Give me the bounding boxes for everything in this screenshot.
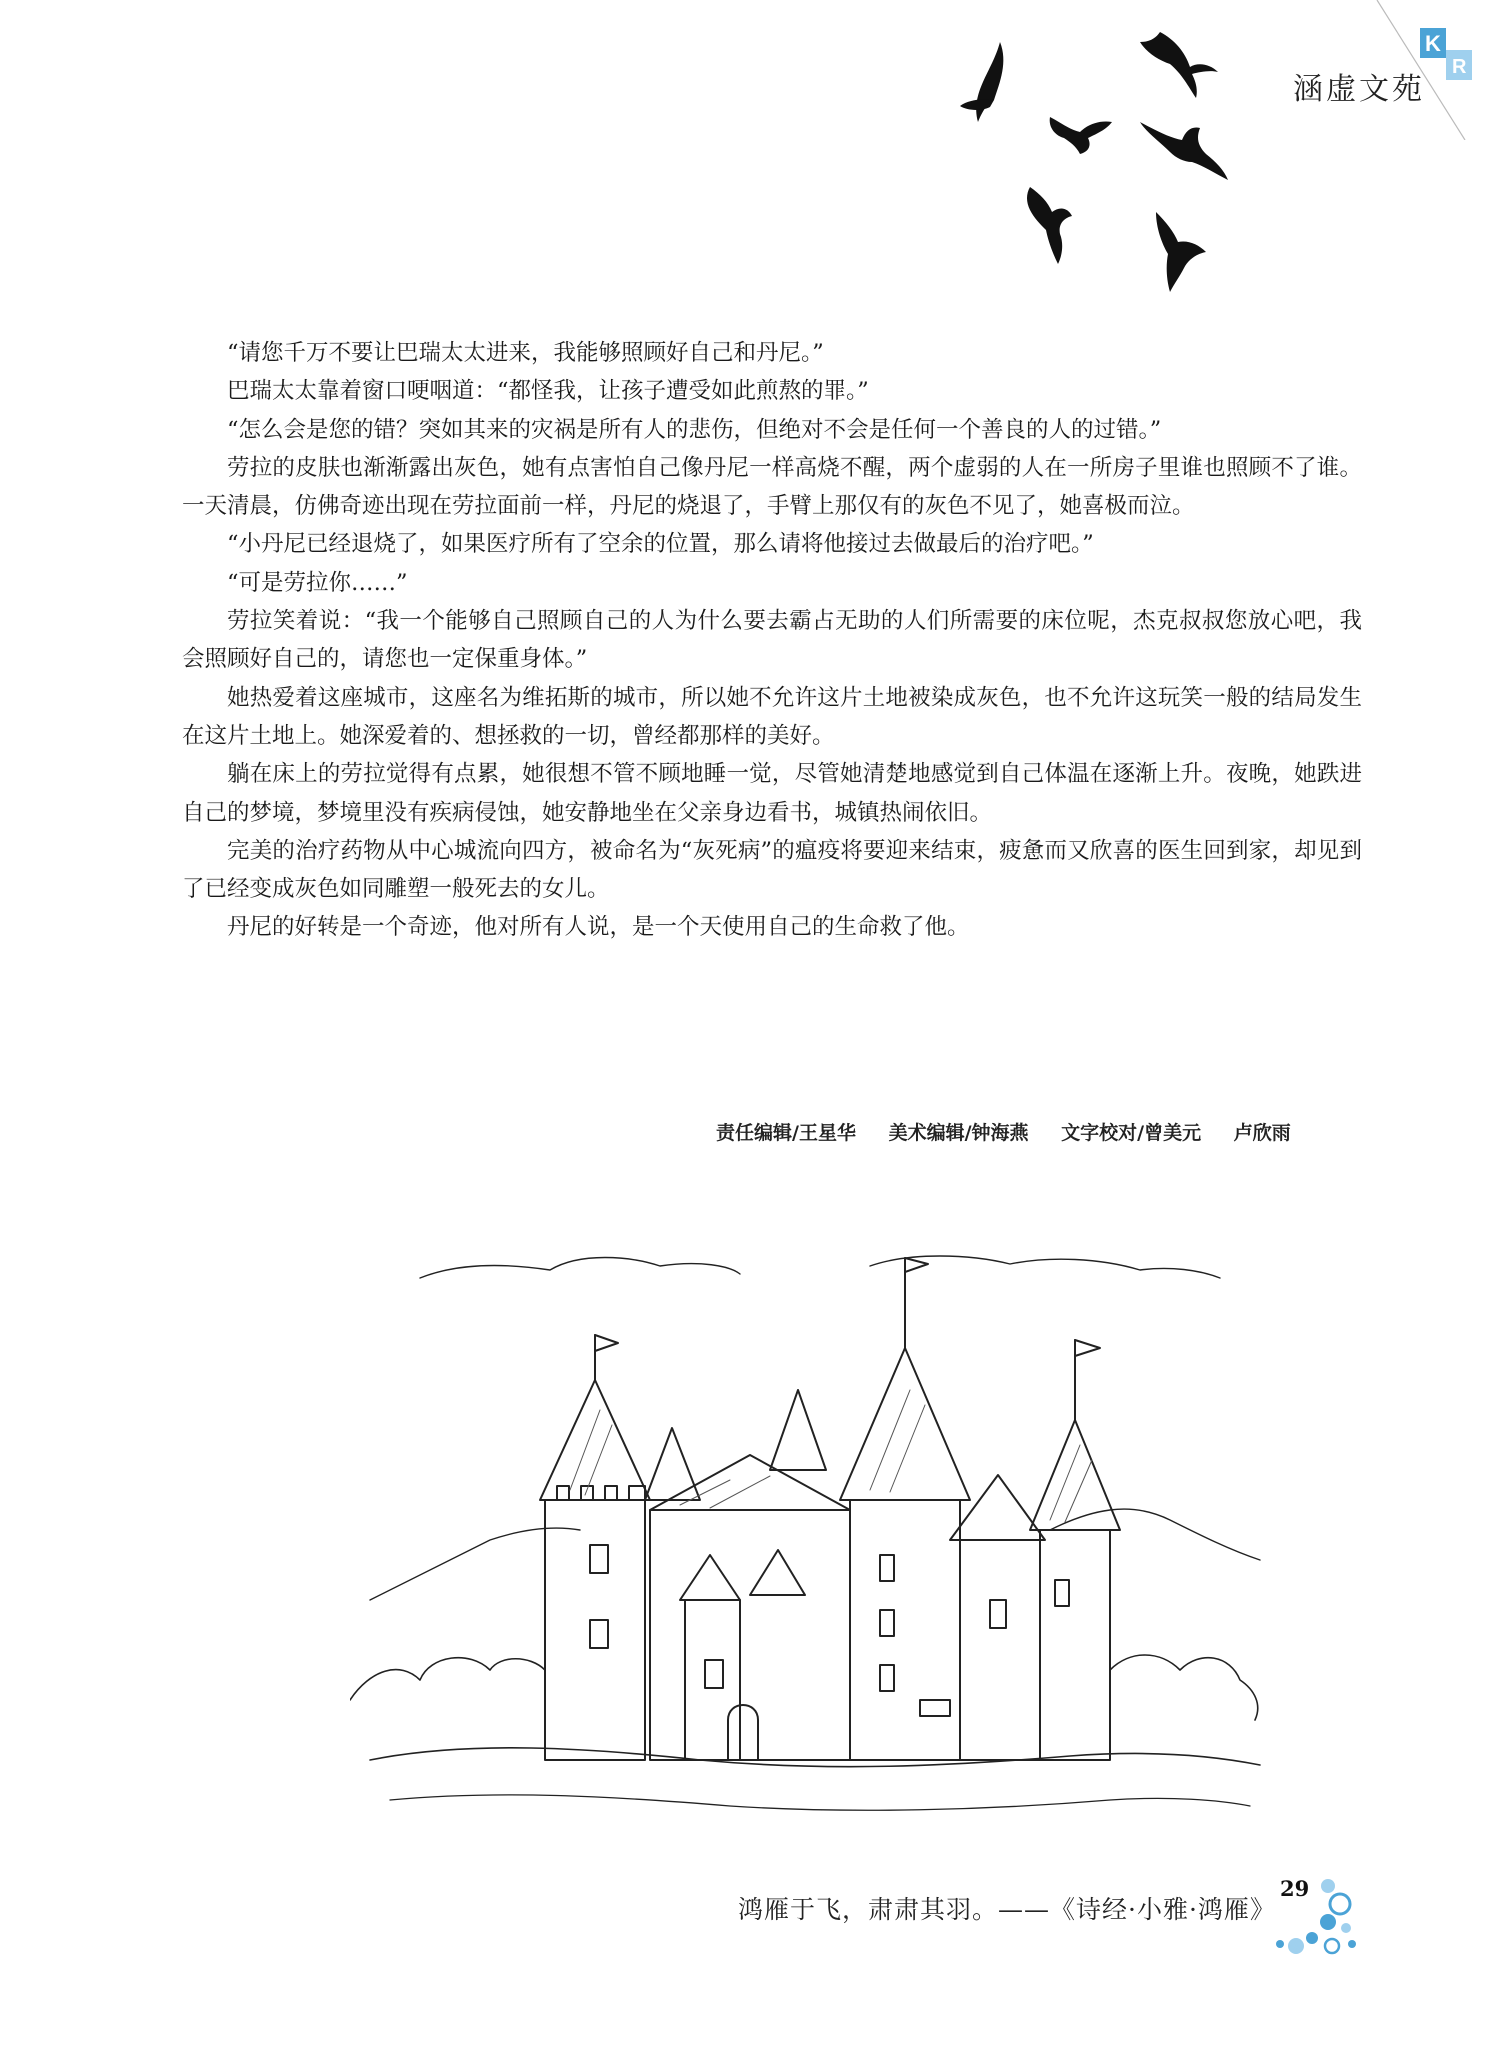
- paragraph: “可是劳拉你……”: [227, 569, 408, 596]
- corner-letter-r: R: [1452, 56, 1467, 78]
- credit-proofreader: 文字校对/曾美元: [1061, 1122, 1202, 1144]
- birds-illustration: [960, 12, 1280, 312]
- credit-art-editor: 美术编辑/钟海燕: [888, 1122, 1029, 1144]
- paragraph: 躺在床上的劳拉觉得有点累，她很想不管不顾地睡一觉，尽管她清楚地感觉到自己体温在逐渐上升。夜晚，她跌进自己的梦境，梦境里没有疾病侵蚀，她安静地坐在父亲身边看书，城镇热闹依旧。: [182, 761, 1362, 826]
- paragraph: 丹尼的好转是一个奇迹，他对所有人说，是一个天使用自己的生命救了他。: [227, 914, 970, 941]
- page-number: 29: [1280, 1876, 1310, 1901]
- footer-quote: 鸿雁于飞，肃肃其羽。——《诗经·小雅·鸿雁》: [738, 1895, 1276, 1924]
- paragraph: “请您千万不要让巴瑞太太进来，我能够照顾好自己和丹尼。”: [227, 340, 824, 366]
- paragraph: 巴瑞太太靠着窗口哽咽道：“都怪我，让孩子遭受如此煎熬的罪。”: [227, 378, 869, 405]
- paragraph: 完美的治疗药物从中心城流向四方，被命名为“灰死病”的瘟疫将要迎来结束，疲惫而又欣喜的医生回到家，却见到了已经变成灰色如同雕塑一般死去的女儿。: [182, 837, 1362, 903]
- paragraph: “怎么会是您的错？突如其来的灾祸是所有人的悲伤，但绝对不会是任何一个善良的人的过错。”: [227, 416, 1162, 443]
- editorial-credits: [716, 1118, 1336, 1145]
- credit-proofreader-2: 卢欣雨: [1233, 1122, 1291, 1144]
- paragraph: 劳拉的皮肤也渐渐露出灰色，她有点害怕自己像丹尼一样高烧不醒，两个虚弱的人在一所房子里谁也照顾不了谁。一天清晨，仿佛奇迹出现在劳拉面前一样，丹尼的烧退了，手臂上那仅有的灰色不见了，她喜极而泣。: [182, 454, 1362, 520]
- castle-illustration: [350, 1200, 1270, 1860]
- paragraph: 劳拉笑着说：“我一个能够自己照顾自己的人为什么要去霸占无助的人们所需要的床位呢，杰克叔叔您放心吧，我会照顾好自己的，请您也一定保重身体。”: [182, 608, 1362, 673]
- article-body: [182, 334, 1362, 947]
- corner-letter-k: K: [1425, 31, 1441, 56]
- section-title: 涵虚文苑: [1293, 72, 1425, 107]
- credit-editor: 责任编辑/王星华: [716, 1122, 856, 1144]
- paragraph: “小丹尼已经退烧了，如果医疗所有了空余的位置，那么请将他接过去做最后的治疗吧。”: [227, 531, 1094, 558]
- paragraph: 她热爱着这座城市，这座名为维拓斯的城市，所以她不允许这片土地被染成灰色，也不允许这玩笑一般的结局发生在这片土地上。她深爱着的、想拯救的一切，曾经都那样的美好。: [182, 684, 1362, 749]
